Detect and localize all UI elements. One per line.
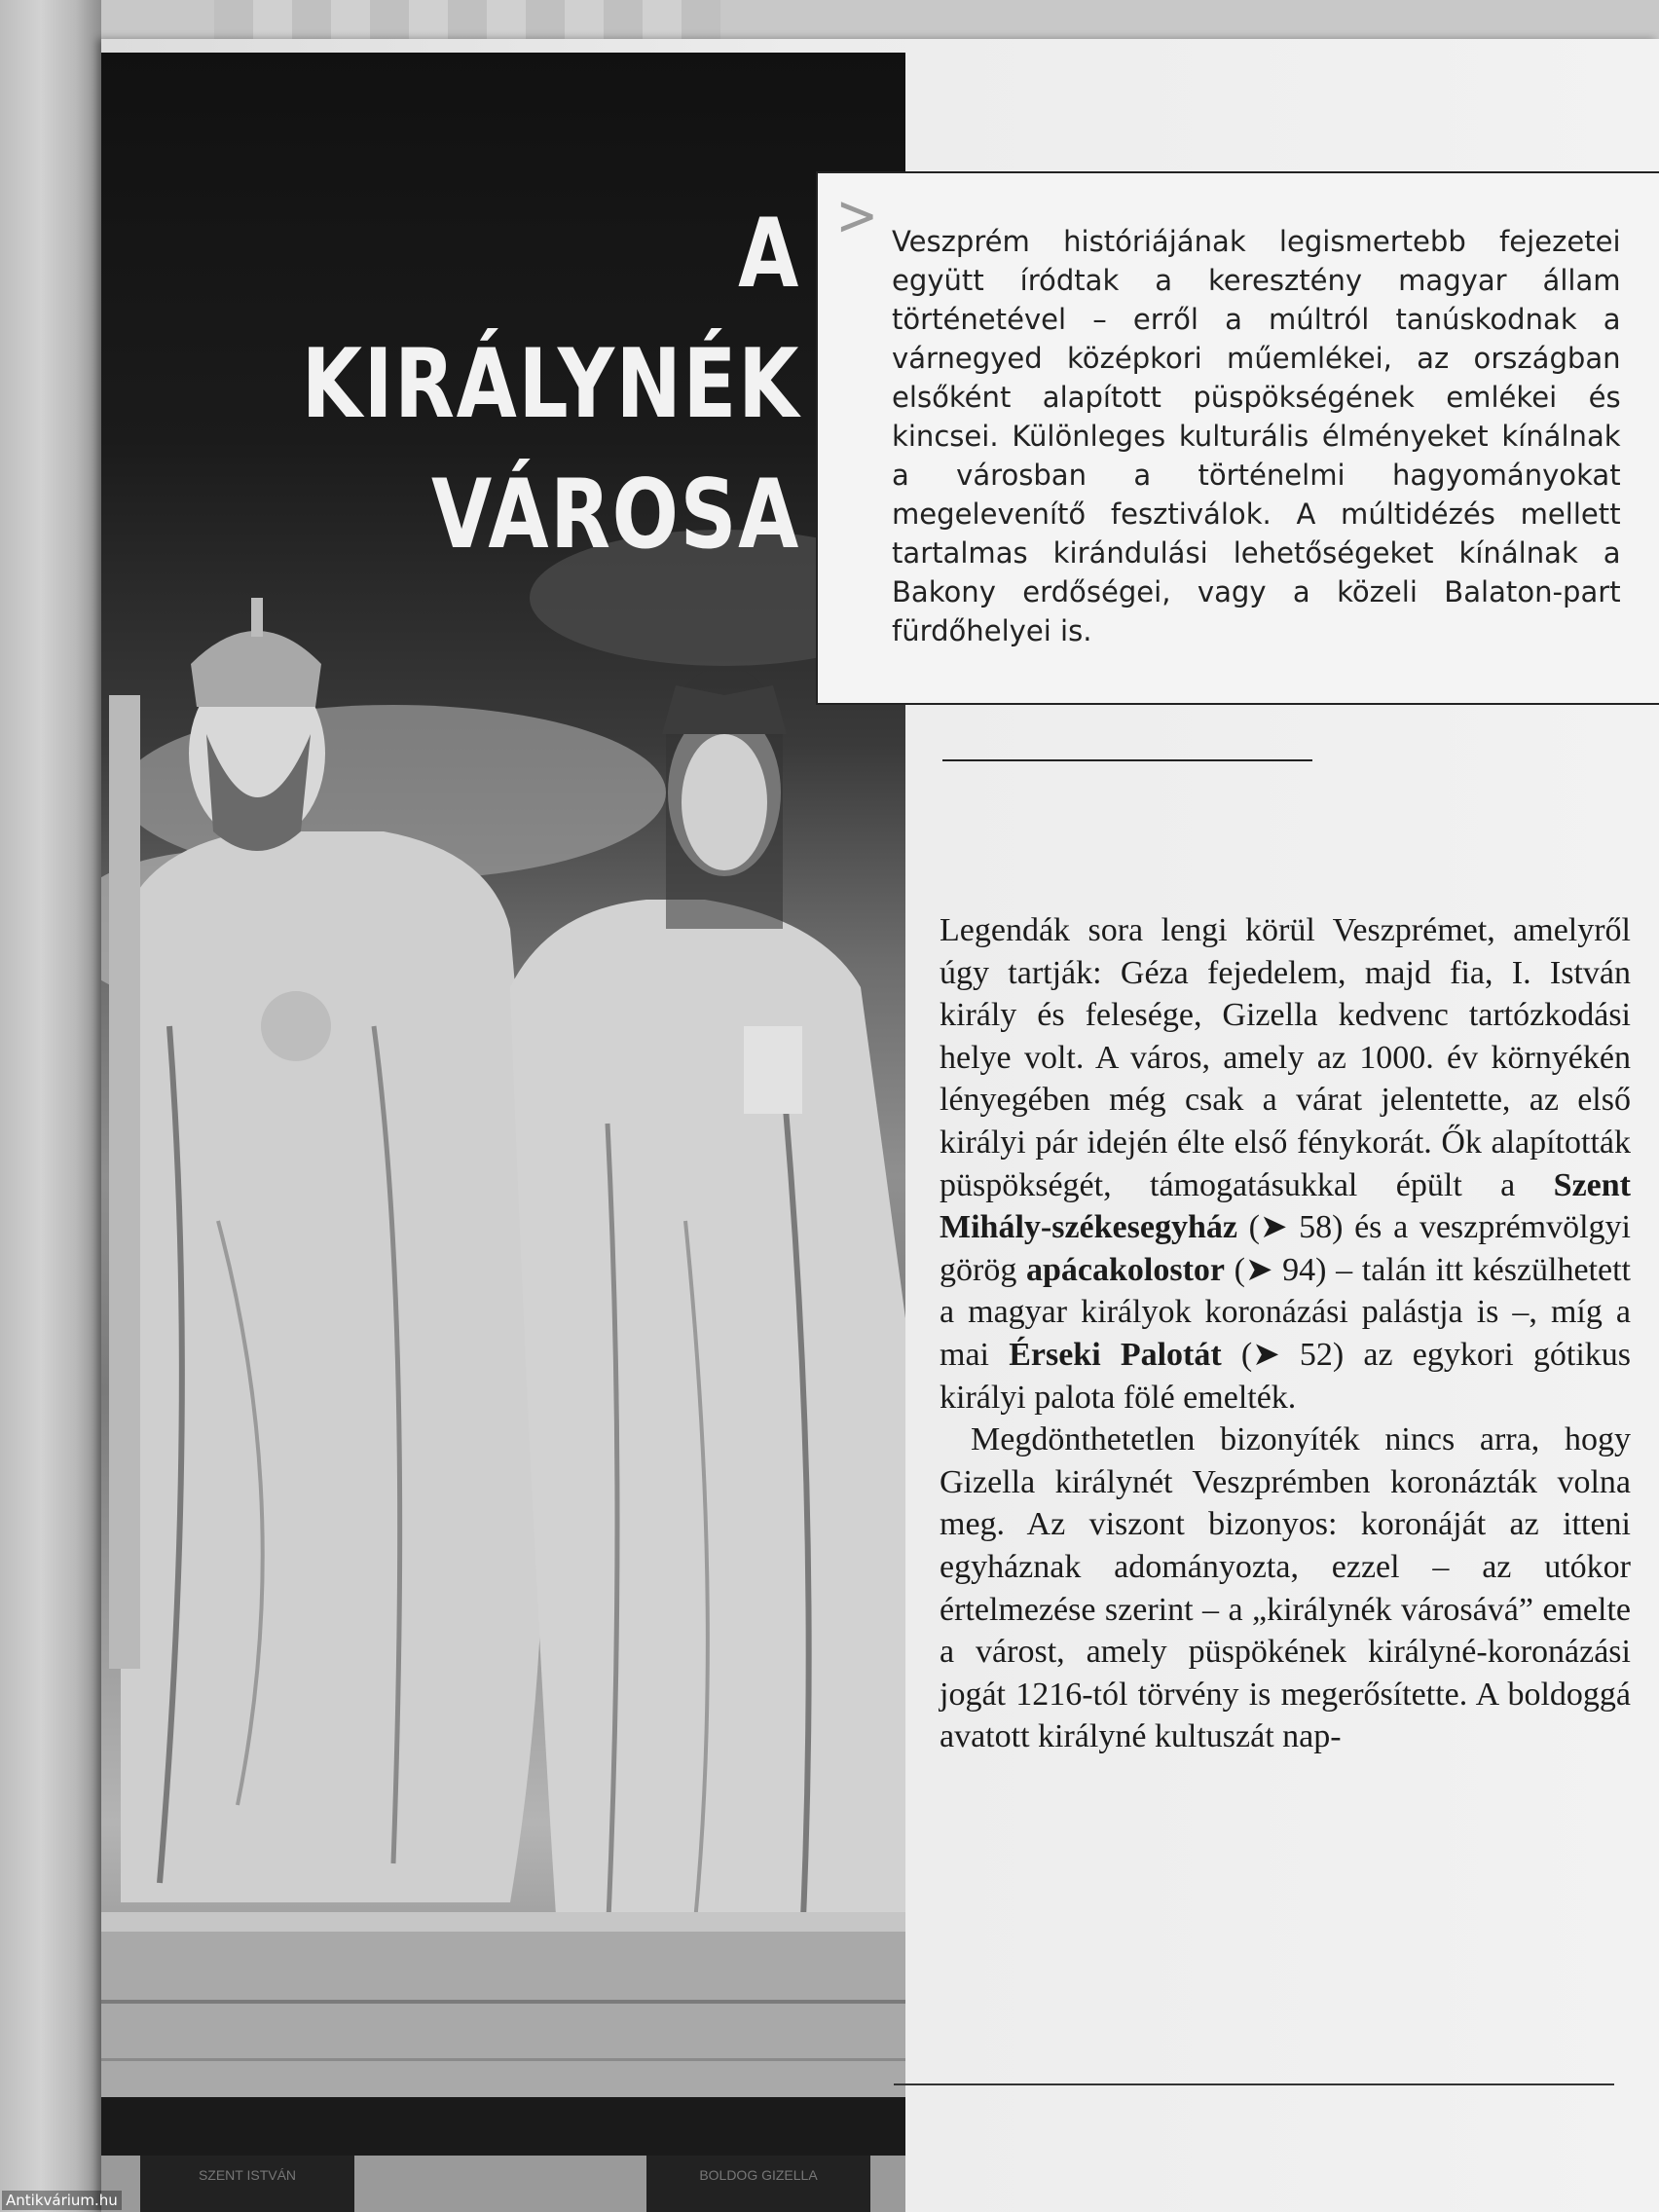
body-paragraph-2: Megdönthetetlen bizonyíték nincs arra, hogy Gizella királynét Veszprémben koronázták volna meg. Az viszont bizonyos: koronáját az itteni egyháznak adományozta, ezzel – az utókor értelmezése szerint – a „királynék városává” emelte a várost, amely püspökének királyné-koronázási jogát 1216-tól törvény is megerősítette. A boldoggá avatott királyné kultuszát nap- <box>940 1421 1631 1755</box>
statue-photo <box>101 53 905 2212</box>
plinth-label-left: SZENT ISTVÁN <box>198 2167 297 2183</box>
book-spine <box>0 0 101 2212</box>
title-line-2: VÁROSA <box>430 460 800 571</box>
body-text-run: (➤ 58) és a veszprémvölgyi görög <box>940 1209 1631 1288</box>
title-line-1: A KIRÁLYNÉK <box>301 199 801 440</box>
highlight-palace: Érseki Palotát <box>1009 1336 1222 1373</box>
body-text-run: (➤ 94) – talán itt készülhetett a magyar királyok koronázási palástja is –, míg a mai <box>940 1251 1631 1373</box>
page-title <box>227 189 800 580</box>
intro-text: Veszprém históriájának legismertebb fejezetei együtt íródtak a keresztény magyar állam történetével – erről a múltról tanúskodnak a várnegyed középkori műemlékei, az országban elsőként alapított püspökségének emlékei és kincsei. Különleges kulturális élményeket kínálnak a városban a történelmi hagyományokat megelevenítő fesztiválok. A múltidézés mellett tartalmas kirándulási lehetőségeket kínálnak a Bakony erdőségei, vagy a közeli Balaton-part fürdőhelyei is. <box>892 225 1621 647</box>
watermark: Antikvárium.hu <box>2 2191 122 2210</box>
highlight-convent: apácakolostor <box>1026 1251 1225 1288</box>
body-text-run: (➤ 52) az egykori gótikus királyi palota fölé emelték. <box>940 1336 1631 1416</box>
plinth-label-right: BOLDOG GIZELLA <box>699 2167 818 2183</box>
footer-divider <box>894 2083 1614 2085</box>
section-divider <box>942 759 1312 761</box>
body-paragraph-1 <box>940 909 1631 1419</box>
body-text-run: Legendák sora lengi körül Veszprémet, amelyről úgy tartják: Géza fejedelem, majd fia, I. István király és felesége, Gizella kedvenc tartózkodási helye volt. A város, amely az 1000. év környékén lényegében még csak a várat jelentette, az első királyi pár idején élte első fénykorát. Ők alapították püspökségét, támogatásukkal épült a <box>940 912 1631 1203</box>
highlight-cathedral: Szent Mihály-székesegyház <box>940 1166 1631 1246</box>
body-text <box>940 909 1631 1758</box>
intro-arrow-icon: > <box>835 182 879 248</box>
